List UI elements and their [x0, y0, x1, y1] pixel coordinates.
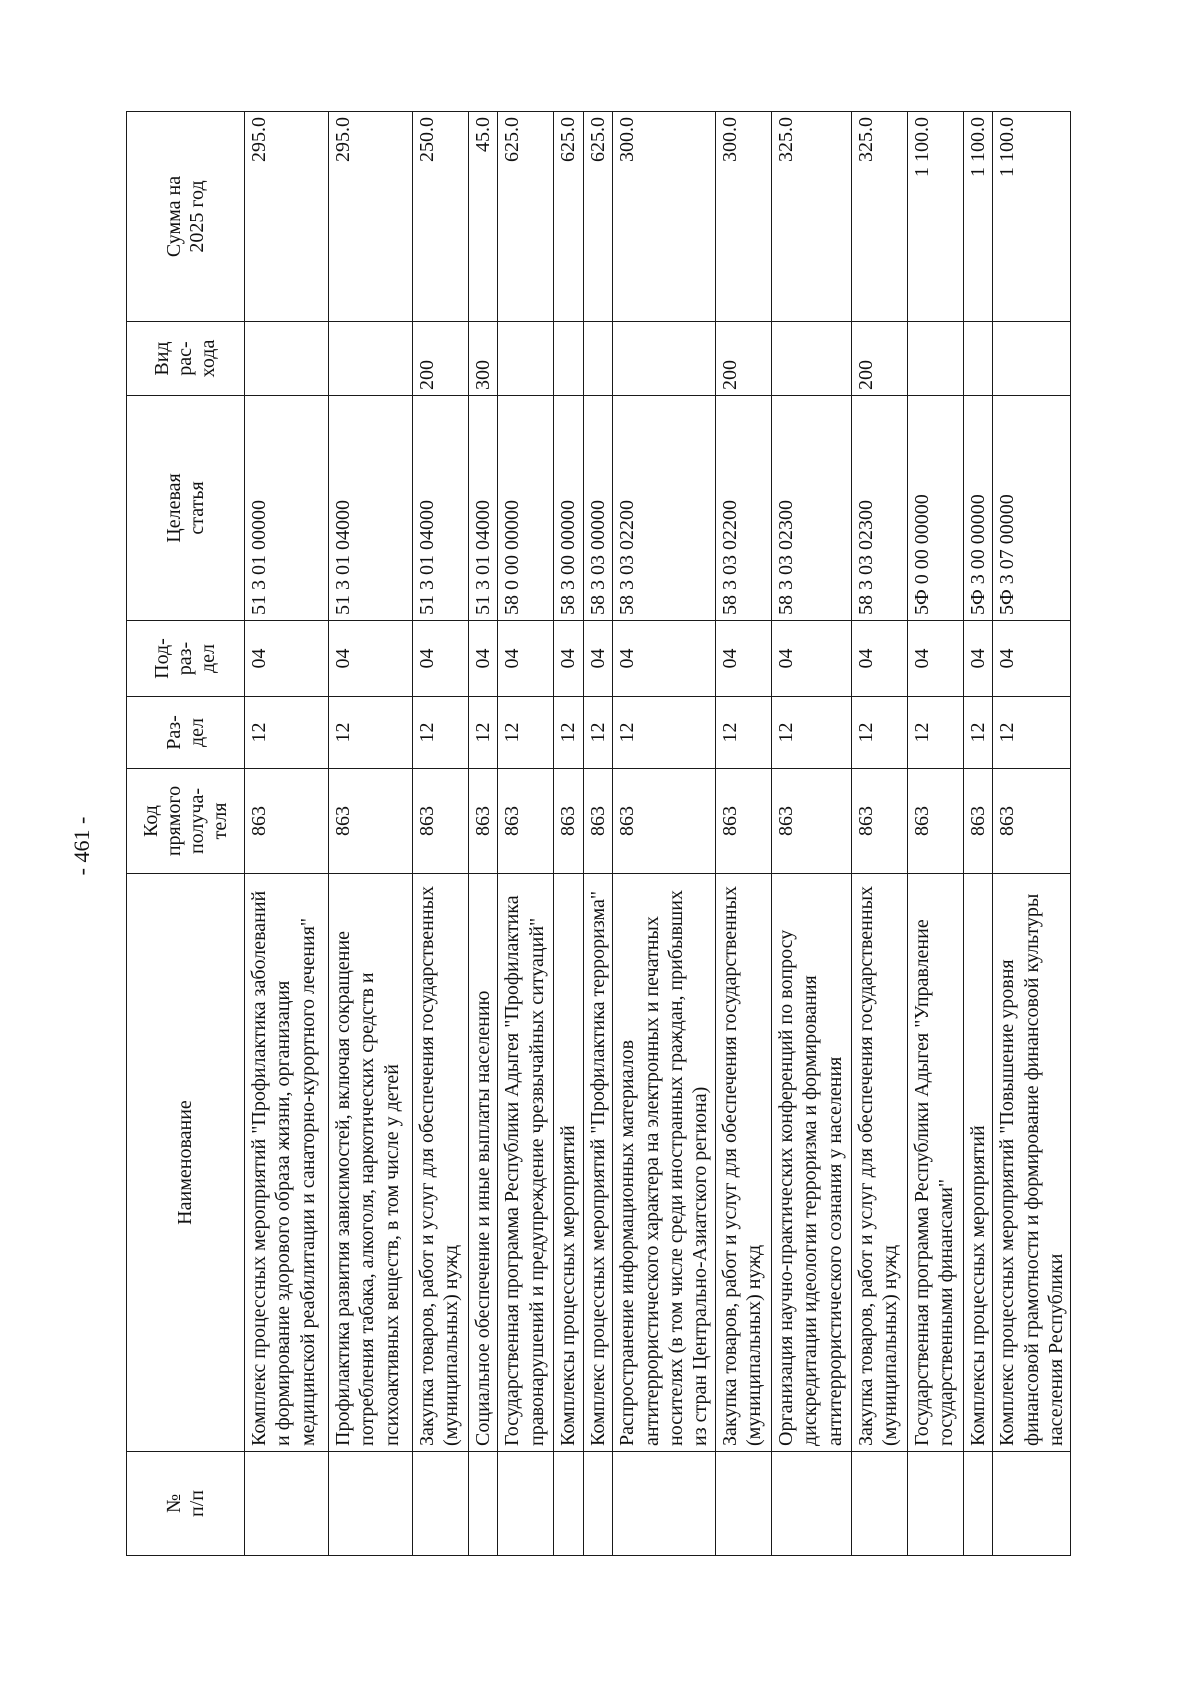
- cell-section: 12: [498, 697, 554, 769]
- cell-sum: 45.0: [469, 112, 498, 322]
- table-row: [469, 112, 498, 1556]
- cell-name: Закупка товаров, работ и услуг для обеспечения государственных (муниципальных) нужд: [851, 874, 907, 1452]
- cell-name: Закупка товаров, работ и услуг для обеспечения государственных (муниципальных) нужд: [413, 874, 469, 1452]
- cell-section: 12: [963, 697, 992, 769]
- cell-num: [245, 1452, 329, 1556]
- cell-num: [554, 1452, 583, 1556]
- cell-section: 12: [413, 697, 469, 769]
- cell-target-article: 58 3 03 02200: [613, 396, 716, 621]
- cell-section: 12: [245, 697, 329, 769]
- cell-recipient-code: 863: [963, 769, 992, 874]
- cell-recipient-code: 863: [329, 769, 413, 874]
- cell-sum: 300.0: [715, 112, 771, 322]
- cell-section: 12: [715, 697, 771, 769]
- cell-section: 12: [329, 697, 413, 769]
- header-num: № п/п: [127, 1452, 245, 1556]
- table-row: [963, 112, 992, 1556]
- table-row: [851, 112, 907, 1556]
- cell-recipient-code: 863: [715, 769, 771, 874]
- cell-num: [963, 1452, 992, 1556]
- cell-expense-type: [613, 322, 716, 396]
- cell-name: Организация научно-практических конференций по вопросу дискредитации идеологии терроризма и формирования антитеррористического сознания у населения: [771, 874, 851, 1452]
- rotated-page: [126, 112, 1068, 1556]
- cell-target-article: 58 3 03 00000: [583, 396, 612, 621]
- cell-expense-type: [771, 322, 851, 396]
- page-number: - 461 -: [69, 816, 94, 876]
- cell-subsection: 04: [329, 621, 413, 697]
- cell-target-article: 5Ф 0 00 00000: [907, 396, 963, 621]
- cell-expense-type: [498, 322, 554, 396]
- cell-name: Закупка товаров, работ и услуг для обеспечения государственных (муниципальных) нужд: [715, 874, 771, 1452]
- cell-target-article: 51 3 01 04000: [469, 396, 498, 621]
- cell-recipient-code: 863: [498, 769, 554, 874]
- cell-sum: 1 100.0: [963, 112, 992, 322]
- cell-subsection: 04: [993, 621, 1071, 697]
- cell-name: Государственная программа Республики Адыгея "Профилактика правонарушений и предупреждение чрезвычайных ситуаций": [498, 874, 554, 1452]
- table-row: [907, 112, 963, 1556]
- cell-target-article: 58 3 00 00000: [554, 396, 583, 621]
- cell-recipient-code: 863: [245, 769, 329, 874]
- cell-name: Комплекс процессных мероприятий "Профилактика терроризма": [583, 874, 612, 1452]
- cell-section: 12: [771, 697, 851, 769]
- cell-num: [715, 1452, 771, 1556]
- cell-num: [851, 1452, 907, 1556]
- cell-num: [771, 1452, 851, 1556]
- cell-subsection: 04: [851, 621, 907, 697]
- header-sum-2025: Сумма на 2025 год: [127, 112, 245, 322]
- budget-table: [126, 111, 1071, 1556]
- header-expense-type: Вид рас- хода: [127, 322, 245, 396]
- cell-name: Комплекс процессных мероприятий "Профилактика заболеваний и формирование здорового образа жизни, организация медицинской реабилитации и санаторно-курортного лечения": [245, 874, 329, 1452]
- cell-expense-type: 300: [469, 322, 498, 396]
- header-subsection: Под- раз- дел: [127, 621, 245, 697]
- cell-sum: 625.0: [554, 112, 583, 322]
- table-row: [613, 112, 716, 1556]
- cell-sum: 325.0: [771, 112, 851, 322]
- table-row: [245, 112, 329, 1556]
- table-row: [715, 112, 771, 1556]
- cell-target-article: 51 3 01 00000: [245, 396, 329, 621]
- cell-expense-type: [245, 322, 329, 396]
- cell-section: 12: [851, 697, 907, 769]
- cell-expense-type: 200: [413, 322, 469, 396]
- cell-name: Комплексы процессных мероприятий: [554, 874, 583, 1452]
- cell-sum: 625.0: [498, 112, 554, 322]
- cell-section: 12: [907, 697, 963, 769]
- cell-target-article: 58 3 03 02300: [771, 396, 851, 621]
- cell-subsection: 04: [245, 621, 329, 697]
- cell-sum: 295.0: [329, 112, 413, 322]
- table-row: [993, 112, 1071, 1556]
- cell-sum: 1 100.0: [907, 112, 963, 322]
- header-name: Наименование: [127, 874, 245, 1452]
- cell-subsection: 04: [413, 621, 469, 697]
- cell-subsection: 04: [963, 621, 992, 697]
- table-row: [329, 112, 413, 1556]
- cell-subsection: 04: [469, 621, 498, 697]
- cell-section: 12: [993, 697, 1071, 769]
- table-row: [554, 112, 583, 1556]
- table-row: [413, 112, 469, 1556]
- cell-recipient-code: 863: [554, 769, 583, 874]
- header-row: [127, 112, 245, 1556]
- cell-expense-type: [907, 322, 963, 396]
- cell-section: 12: [613, 697, 716, 769]
- table-row: [498, 112, 554, 1556]
- cell-target-article: 58 3 03 02200: [715, 396, 771, 621]
- cell-name: Государственная программа Республики Адыгея "Управление государственными финансами": [907, 874, 963, 1452]
- cell-name: Комплексы процессных мероприятий: [963, 874, 992, 1452]
- cell-sum: 625.0: [583, 112, 612, 322]
- cell-subsection: 04: [907, 621, 963, 697]
- cell-expense-type: [329, 322, 413, 396]
- cell-recipient-code: 863: [851, 769, 907, 874]
- cell-name: Комплекс процессных мероприятий "Повышение уровня финансовой грамотности и формирование финансовой культуры населения Республики: [993, 874, 1071, 1452]
- cell-sum: 325.0: [851, 112, 907, 322]
- table-row: [771, 112, 851, 1556]
- cell-expense-type: 200: [851, 322, 907, 396]
- cell-num: [329, 1452, 413, 1556]
- cell-num: [469, 1452, 498, 1556]
- cell-sum: 300.0: [613, 112, 716, 322]
- cell-name: Распространение информационных материалов антитеррористического характера на электронных и печатных носителях (в том числе среди иностранных граждан, прибывших из стран Центрально-Азиатского региона): [613, 874, 716, 1452]
- cell-subsection: 04: [583, 621, 612, 697]
- cell-target-article: 5Ф 3 07 00000: [993, 396, 1071, 621]
- cell-num: [907, 1452, 963, 1556]
- cell-target-article: 5Ф 3 00 00000: [963, 396, 992, 621]
- cell-target-article: 58 3 03 02300: [851, 396, 907, 621]
- cell-target-article: 51 3 01 04000: [413, 396, 469, 621]
- header-target-article: Целевая статья: [127, 396, 245, 621]
- header-section: Раз- дел: [127, 697, 245, 769]
- cell-recipient-code: 863: [583, 769, 612, 874]
- cell-expense-type: [993, 322, 1071, 396]
- cell-section: 12: [554, 697, 583, 769]
- cell-name: Социальное обеспечение и иные выплаты населению: [469, 874, 498, 1452]
- cell-subsection: 04: [498, 621, 554, 697]
- cell-recipient-code: 863: [469, 769, 498, 874]
- cell-recipient-code: 863: [771, 769, 851, 874]
- cell-sum: 295.0: [245, 112, 329, 322]
- cell-section: 12: [583, 697, 612, 769]
- cell-recipient-code: 863: [613, 769, 716, 874]
- header-recipient-code: Код прямого получа- теля: [127, 769, 245, 874]
- cell-num: [613, 1452, 716, 1556]
- cell-num: [498, 1452, 554, 1556]
- table-row: [583, 112, 612, 1556]
- cell-subsection: 04: [715, 621, 771, 697]
- cell-num: [993, 1452, 1071, 1556]
- cell-target-article: 58 0 00 00000: [498, 396, 554, 621]
- cell-expense-type: 200: [715, 322, 771, 396]
- cell-expense-type: [583, 322, 612, 396]
- cell-sum: 250.0: [413, 112, 469, 322]
- cell-subsection: 04: [613, 621, 716, 697]
- cell-num: [413, 1452, 469, 1556]
- cell-recipient-code: 863: [413, 769, 469, 874]
- cell-recipient-code: 863: [907, 769, 963, 874]
- cell-subsection: 04: [771, 621, 851, 697]
- cell-expense-type: [554, 322, 583, 396]
- cell-expense-type: [963, 322, 992, 396]
- cell-subsection: 04: [554, 621, 583, 697]
- cell-target-article: 51 3 01 04000: [329, 396, 413, 621]
- cell-sum: 1 100.0: [993, 112, 1071, 322]
- cell-recipient-code: 863: [993, 769, 1071, 874]
- cell-section: 12: [469, 697, 498, 769]
- cell-num: [583, 1452, 612, 1556]
- cell-name: Профилактика развития зависимостей, включая сокращение потребления табака, алкоголя, наркотических средств и психоактивных веществ, в том числе у детей: [329, 874, 413, 1452]
